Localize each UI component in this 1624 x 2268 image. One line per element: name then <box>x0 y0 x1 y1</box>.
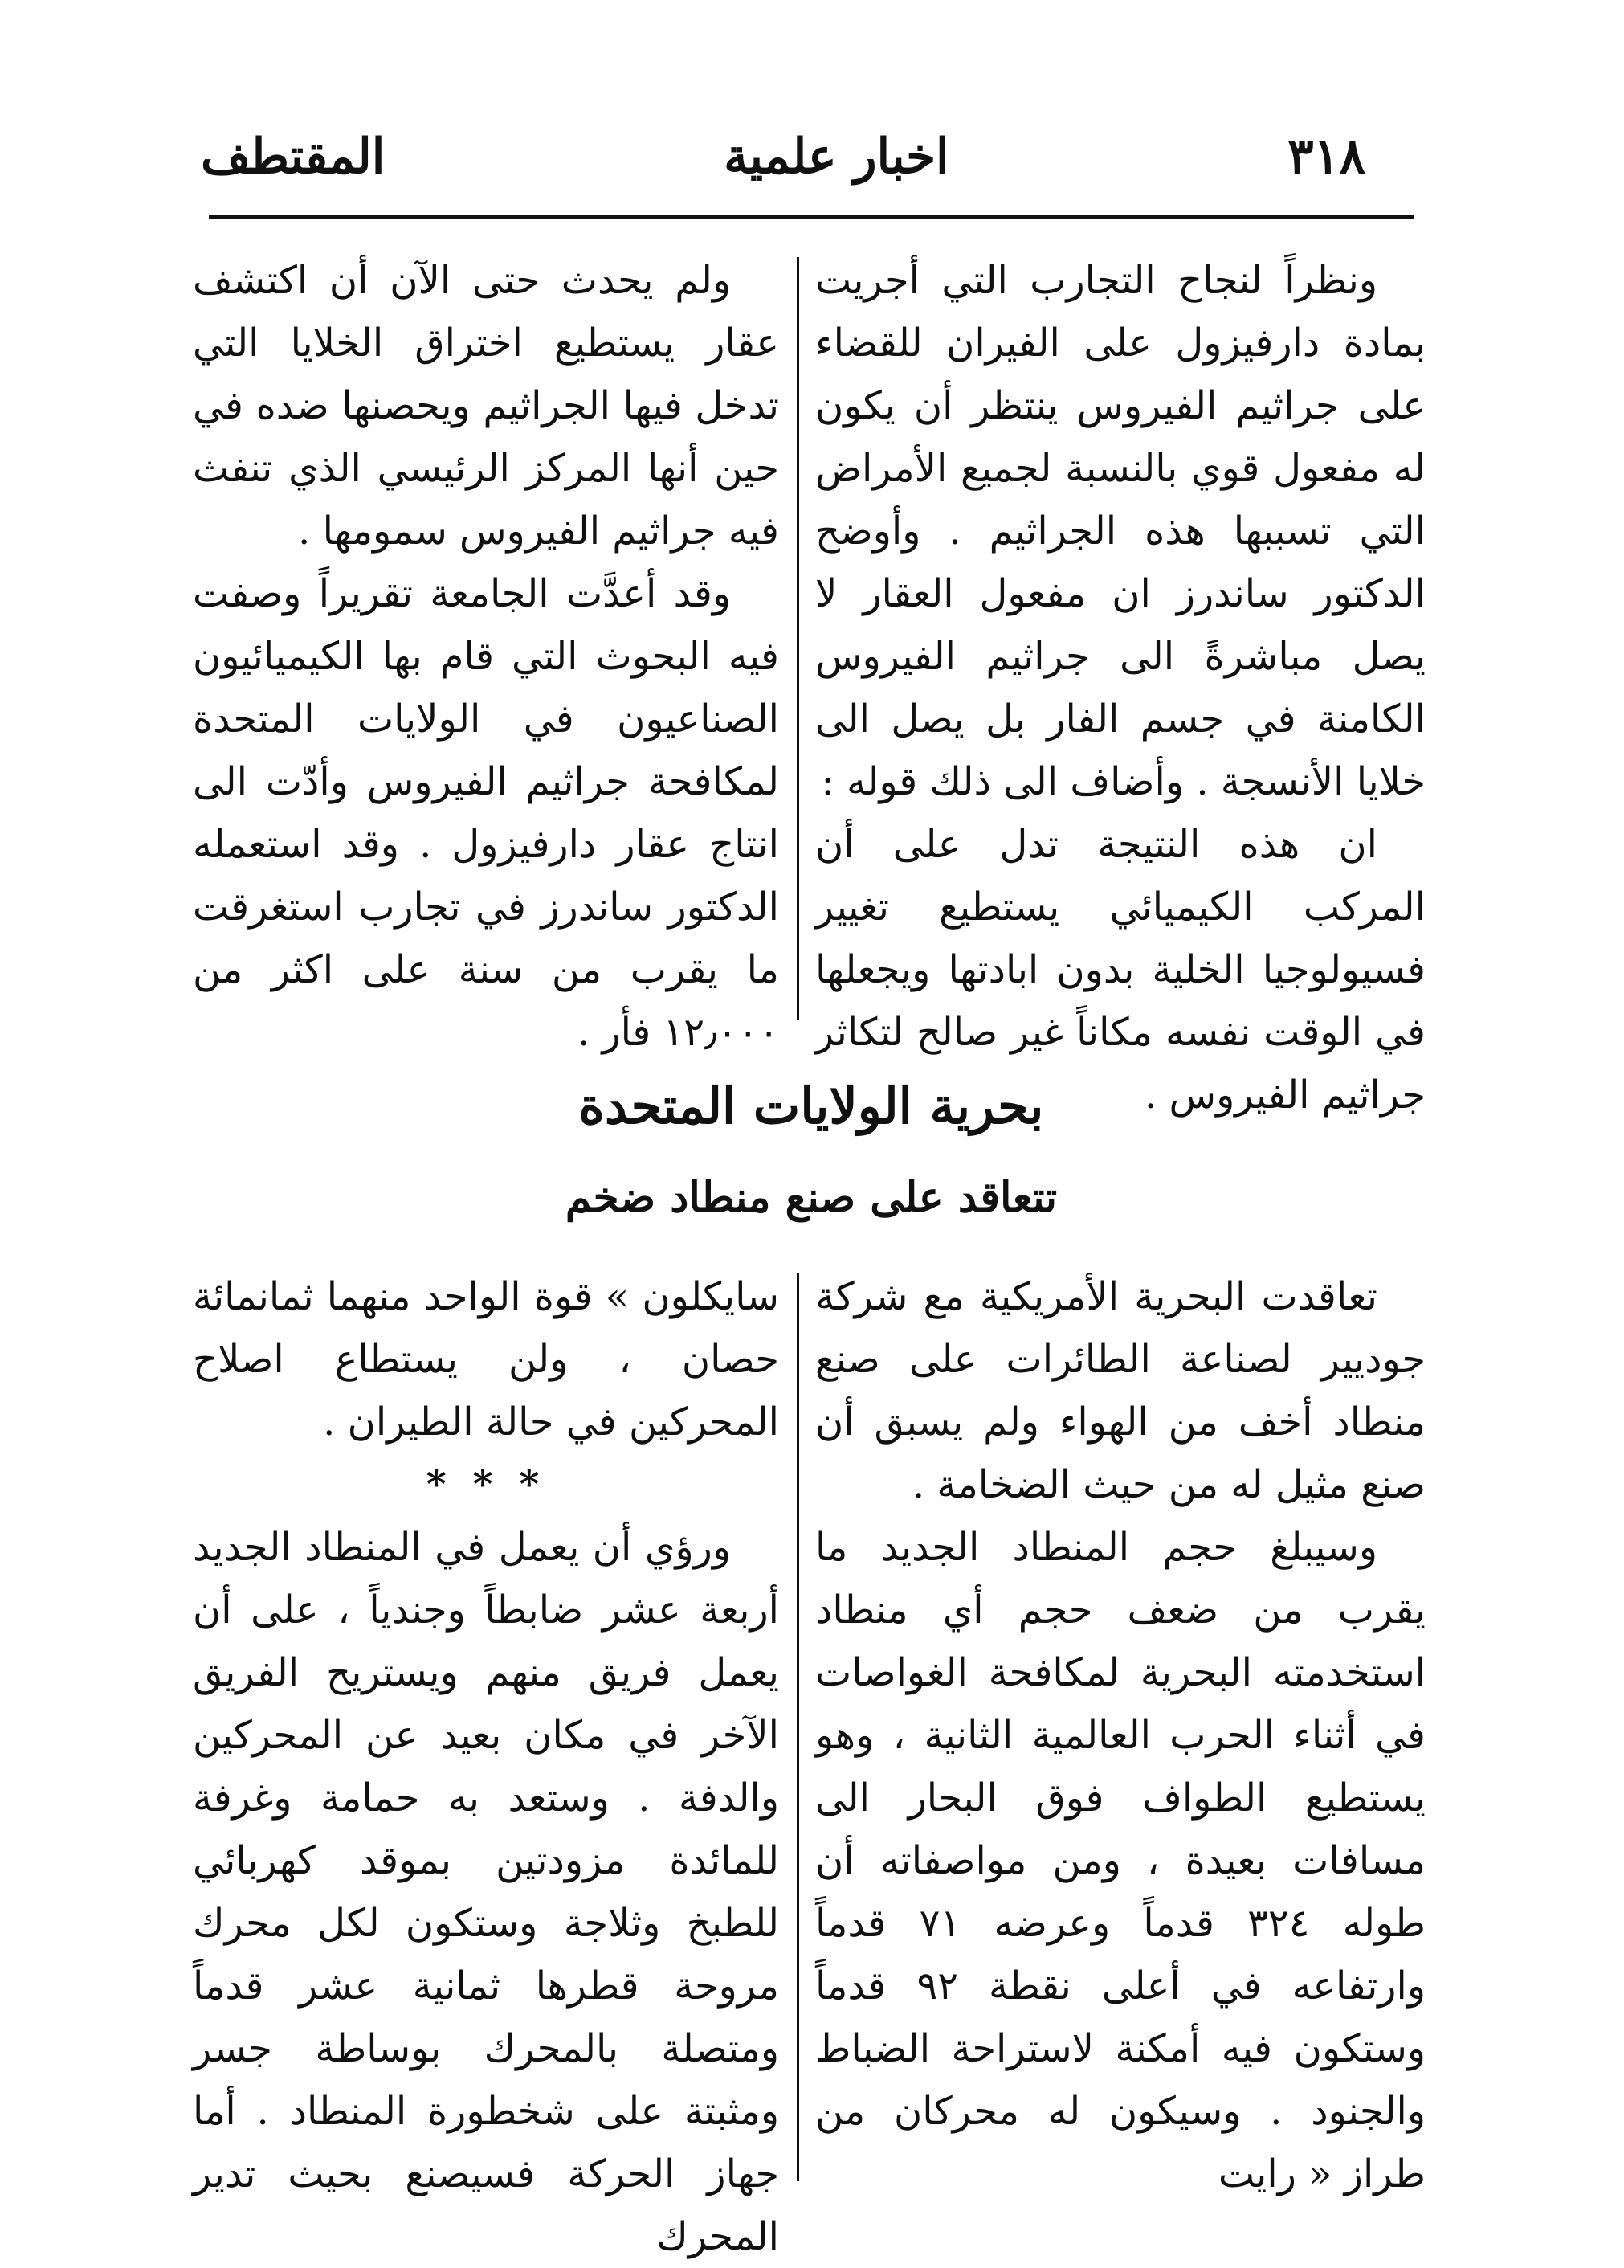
page-number: ٣١٨ <box>1287 129 1365 185</box>
bottom-left-column <box>193 1265 779 2268</box>
journal-name: المقتطف <box>201 129 386 185</box>
paragraph: سايكلون » قوة الواحد منهما ثمانمائة حصان ، ولن يستطاع اصلاح المحركين في حالة الطيران . <box>193 1274 779 1445</box>
header-rule <box>209 215 1414 219</box>
paragraph: تعاقدت البحرية الأمريكية مع شركة جوديير لصناعة الطائرات على صنع منطاد أخف من الهواء ولم يسبق أن صنع مثيل له من حيث الضخامة . <box>815 1274 1426 1507</box>
section-heading: اخبار علمية <box>724 129 949 185</box>
paragraph: ورؤي أن يعمل في المنطاد الجديد أربعة عشر ضابطاً وجندياً ، على أن يعمل فريق منهم ويستريح الفريق الآخر في مكان بعيد عن المحركين والدفة . وستعد به حمامة وغرفة للمائدة مزودتين بموقد كهربائي للطبخ وثلاجة وستكون لكل محرك مروحة قطرها ثمانية عشر قدماً ومتصلة بالمحرك بوساطة جسر ومثبتة على شخطورة المنطاد . أما جهاز الحركة فسيصنع بحيث تدير المحرك <box>193 1525 779 2259</box>
paragraph: وقد أعدَّت الجامعة تقريراً وصفت فيه البحوث التي قام بها الكيميائيون الصناعيون في الولايات المتحدة لمكافحة جراثيم الفيروس وأدّت الى انتاج عقار دارفيزول . وقد استعمله الدكتور ساندرز في تجارب استغرقت ما يقرب من سنة على اكثر من ١٢٫٠٠٠ فأر . <box>193 571 780 1055</box>
top-left-column <box>193 249 779 1064</box>
paragraph: ولم يحدث حتى الآن أن اكتشف عقار يستطيع اختراق الخلايا التي تدخل فيها الجراثيم ويحصنها ضده في حين أنها المركز الرئيسي الذي تنفث فيه جراثيم الفيروس سمومها . <box>193 258 779 554</box>
page-header <box>201 121 1365 193</box>
bottom-right-column <box>815 1265 1426 2205</box>
article-subtitle: تتعاقد على صنع منطاد ضخم <box>565 1173 1058 1222</box>
top-right-column <box>815 249 1426 1126</box>
column-divider <box>797 1273 799 2181</box>
paragraph: ان هذه النتيجة تدل على أن المركب الكيميائي يستطيع تغيير فسيولوجيا الخلية بدون ابادتها ويجعلها في الوقت نفسه مكاناً غير صالح لتكاثر جراثيم الفيروس . <box>815 822 1426 1118</box>
section-break-stars: * * * <box>426 1462 546 1507</box>
column-divider <box>797 257 799 1020</box>
paragraph: وسيبلغ حجم المنطاد الجديد ما يقرب من ضعف حجم أي منطاد استخدمته البحرية لمكافحة الغواصات في أثناء الحرب العالمية الثانية ، وهو يستطيع الطواف فوق البحار الى مسافات بعيدة ، ومن مواصفاته أن طوله ٣٢٤ قدماً وعرضه ٧١ قدماً وارتفاعه في أعلى نقطة ٩٢ قدماً وستكون فيه أمكنة لاستراحة الضباط والجنود . وسيكون له محركان من طراز « رايت <box>815 1525 1426 2196</box>
paragraph: ونظراً لنجاح التجارب التي أجريت بمادة دارفيزول على الفيران للقضاء على جراثيم الفيروس ينتظر أن يكون له مفعول قوي بالنسبة لجميع الأمراض التي تسببها هذه الجراثيم . وأوضح الدكتور ساندرز ان مفعول العقار لا يصل مباشرةً الى جراثيم الفيروس الكامنة في جسم الفار بل يصل الى خلايا الأنسجة . وأضاف الى ذلك قوله : <box>815 258 1426 804</box>
article-title: بحرية الولايات المتحدة <box>578 1077 1044 1135</box>
